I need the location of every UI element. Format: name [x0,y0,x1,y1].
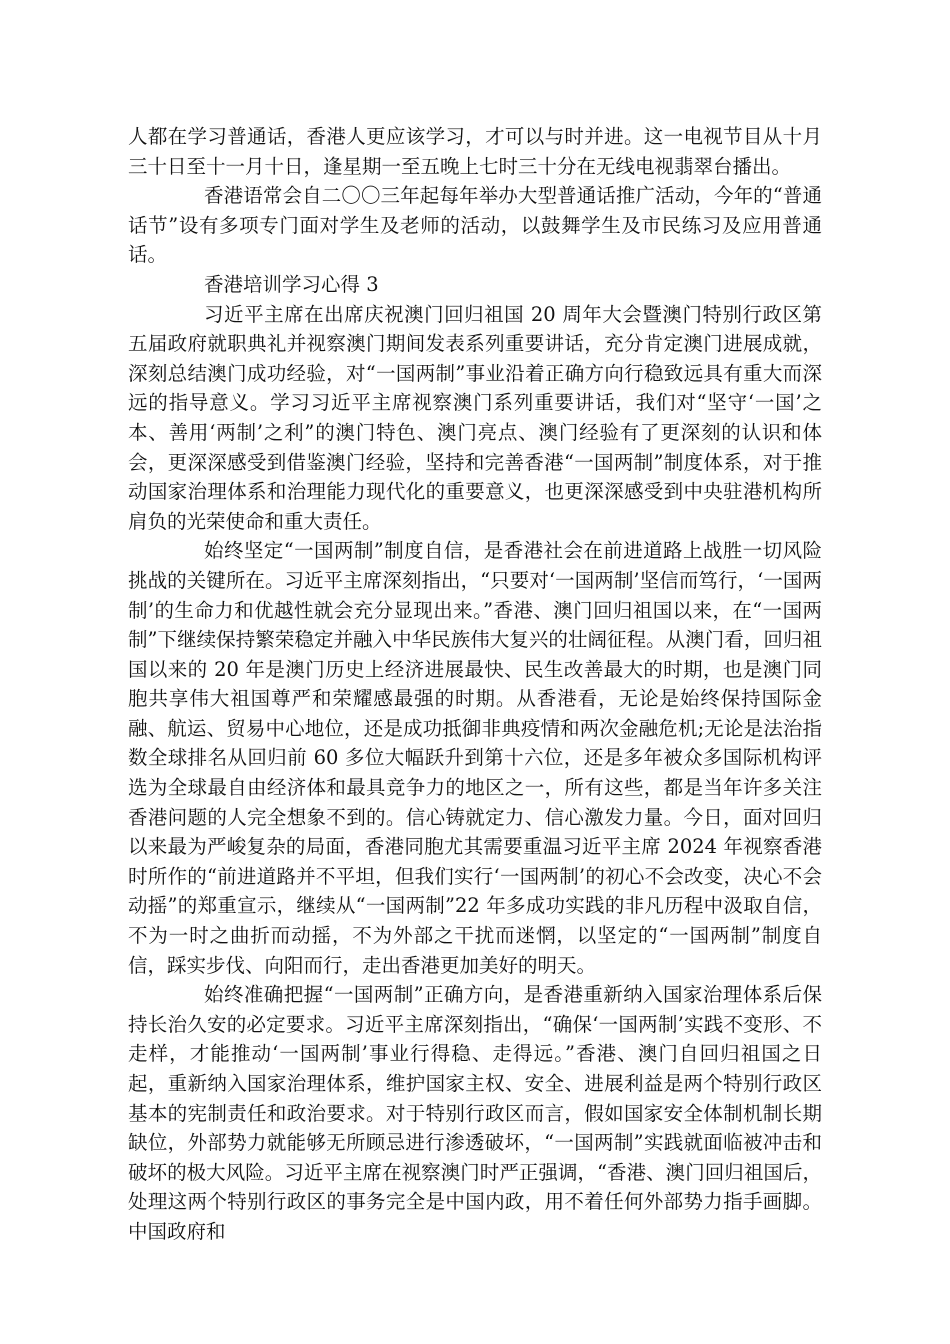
paragraph-body-3: 始终准确把握“一国两制”正确方向，是香港重新纳入国家治理体系后保持长治久安的必定要求。习近平主席深刻指出，“确保‘一国两制’实践不变形、不走样，才能推动‘一国两制’事业行得稳、走得远。”香港、澳门自回归祖国之日起，重新纳入国家治理体系，维护国家主权、安全、进展利益是两个特别行政区基本的宪制责任和政治要求。对于特别行政区而言，假如国家安全体制机制长期缺位，外部势力就能够无所顾忌进行渗透破坏，“一国两制”实践就面临被冲击和破坏的极大风险。习近平主席在视察澳门时严正强调，“香港、澳门回归祖国后，处理这两个特别行政区的事务完全是中国内政，用不着任何外部势力指手画脚。中国政府和 [128,983,822,1243]
paragraph-continuation: 人都在学习普通话，香港人更应该学习，才可以与时并进。这一电视节目从十月三十日至十一月十日，逢星期一至五晚上七时三十分在无线电视翡翠台播出。 [128,125,822,178]
section-title: 香港培训学习心得 3 [204,272,379,296]
paragraph-body-1: 习近平主席在出席庆祝澳门回归祖国 20 周年大会暨澳门特别行政区第五届政府就职典礼并视察澳门期间发表系列重要讲话，充分肯定澳门进展成就，深刻总结澳门成功经验，对“一国两制”事业沿着正确方向行稳致远具有重大而深远的指导意义。学习习近平主席视察澳门系列重要讲话，我们对“坚守‘一国’之本、善用‘两制’之利”的澳门特色、澳门亮点、澳门经验有了更深刻的认识和体会，更深深感受到借鉴澳门经验，坚持和完善香港“一国两制”制度体系，对于推动国家治理体系和治理能力现代化的重要意义，也更深深感受到中央驻港机构所肩负的光荣使命和重大责任。 [128,302,822,533]
paragraph-putonghua-festival: 香港语常会自二〇〇三年起每年举办大型普通话推广活动，今年的“普通话节”设有多项专门面对学生及老师的活动，以鼓舞学生及市民练习及应用普通话。 [128,184,822,267]
paragraph-body-2: 始终坚定“一国两制”制度自信，是香港社会在前进道路上战胜一切风险挑战的关键所在。习近平主席深刻指出，“只要对‘一国两制’坚信而笃行，‘一国两制’的生命力和优越性就会充分显现出来。”香港、澳门回归祖国以来，在“一国两制”下继续保持繁荣稳定并融入中华民族伟大复兴的壮阔征程。从澳门看，回归祖国以来的 20 年是澳门历史上经济进展最快、民生改善最大的时期，也是澳门同胞共享伟大祖国尊严和荣耀感最强的时期。从香港看，无论是始终保持国际金融、航运、贸易中心地位，还是成功抵御非典疫情和两次金融危机;无论是法治指数全球排名从回归前 60 多位大幅跃升到第十六位，还是多年被众多国际机构评选为全球最自由经济体和最具竞争力的地区之一，所有这些，都是当年许多关注香港问题的人完全想象不到的。信心铸就定力、信心激发力量。今日，面对回归以来最为严峻复杂的局面，香港同胞尤其需要重温习近平主席 2024 年视察香港时所作的“前进道路并不平坦，但我们实行‘一国两制’的初心不会改变，决心不会动摇”的郑重宣示，继续从“一国两制”22 年多成功实践的非凡历程中汲取自信，不为一时之曲折而动摇，不为外部之干扰而迷惘，以坚定的“一国两制”制度自信，踩实步伐、向阳而行，走出香港更加美好的明天。 [128,539,822,977]
